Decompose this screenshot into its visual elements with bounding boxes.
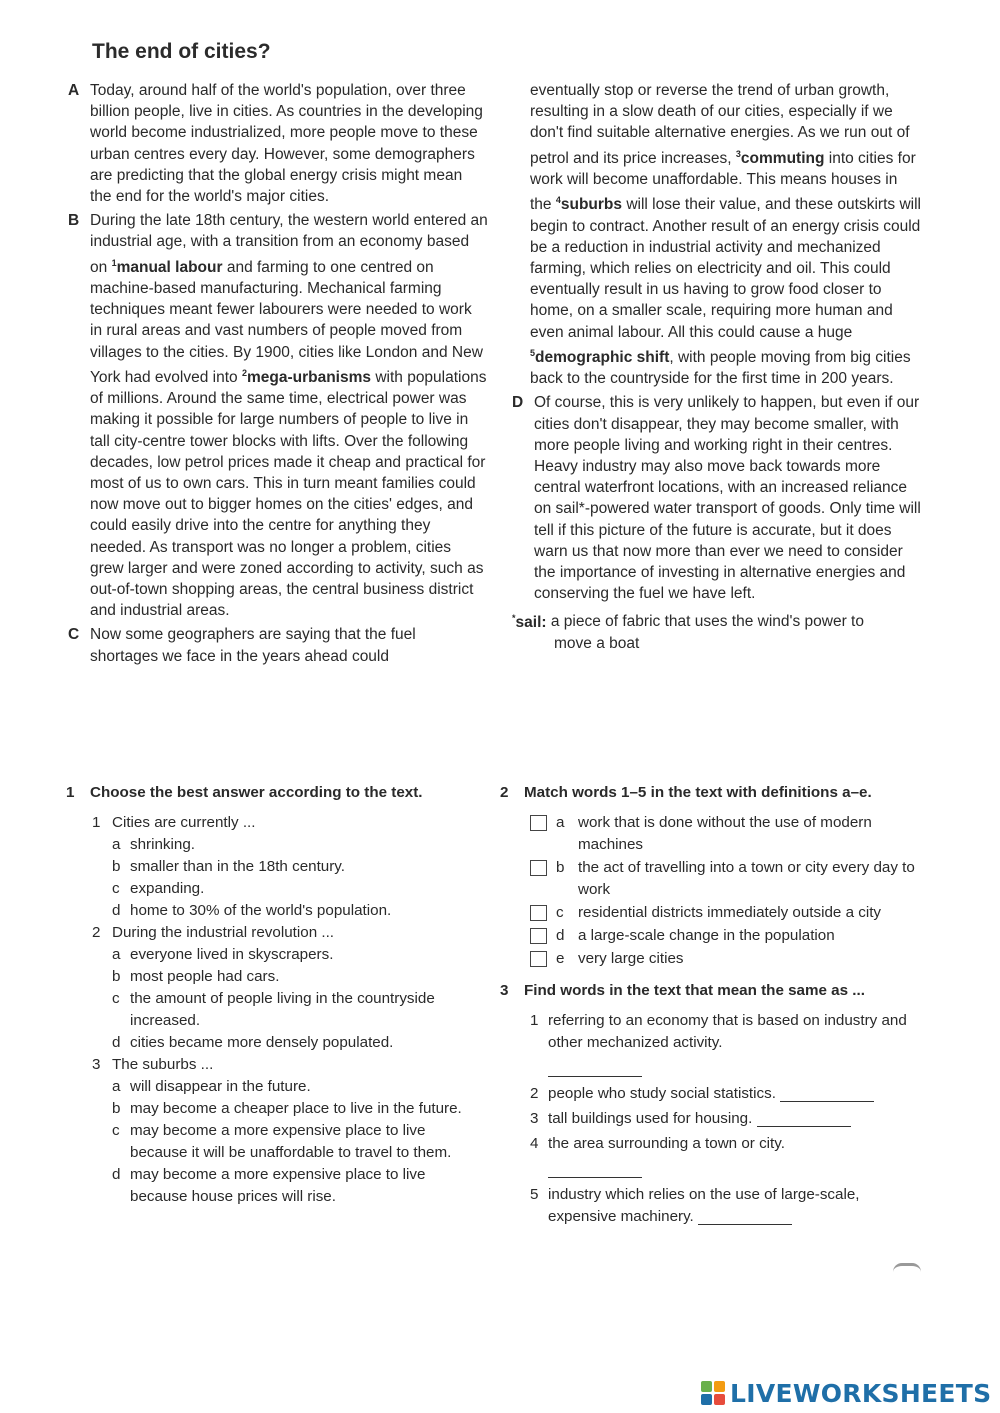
paragraph-a xyxy=(68,80,488,207)
key-term-4 xyxy=(556,196,622,213)
option-letter: c xyxy=(112,990,120,1007)
option-letter: d xyxy=(112,1034,121,1051)
key-term-5 xyxy=(530,349,669,366)
item-number: 4 xyxy=(530,1135,539,1152)
key-term-3 xyxy=(736,150,825,167)
item-number: 1 xyxy=(530,1012,539,1029)
item-text: people who study social statistics. xyxy=(548,1085,776,1102)
option-letter: a xyxy=(112,1078,121,1095)
answer-option[interactable] xyxy=(66,878,486,900)
definition-text: the act of travelling into a town or city every day to work xyxy=(578,859,915,898)
paragraph-text: Now some geographers are saying that the fuel shortages we face in the years ahead could xyxy=(90,626,416,665)
find-word-item xyxy=(500,1108,920,1130)
answer-option[interactable] xyxy=(66,1076,486,1098)
term-number: 5 xyxy=(530,347,536,358)
find-words-list xyxy=(500,1010,920,1228)
answer-option[interactable] xyxy=(66,966,486,988)
paragraph-text: Today, around half of the world's population, over three billion people, live in cities. As countries in the developing world become industrialized, more people move to these urban centres every day. However, some demographers are predicting that the global energy crisis might mean the end for the world's major cities. xyxy=(90,82,483,206)
answer-blank[interactable] xyxy=(548,1062,642,1077)
paragraph-text: Of course, this is very unlikely to happen, but even if our cities don't disappear, they may become smaller, with more people living and working right in their centres. Heavy industry may also move back towards more central waterfront locations, with an increased reliance on sail*-powered water transport of goods. Only time will tell if this picture of the future is accurate, but it does warn us that now more than ever we need to consider the importance of investing in alternative energies and conserving the fuel we have left. xyxy=(534,394,921,603)
paragraph-c-continued xyxy=(512,80,922,389)
key-term-1 xyxy=(112,259,223,276)
definition-letter: a xyxy=(556,814,565,831)
paragraph-letter: C xyxy=(68,626,80,644)
exercise-heading xyxy=(66,782,486,804)
item-text: the area surrounding a town or city. xyxy=(548,1135,785,1152)
option-letter: a xyxy=(112,836,121,853)
term-text: commuting xyxy=(740,149,825,167)
answer-blank[interactable] xyxy=(780,1087,874,1102)
logo-text: LIVEWORKSHEETS xyxy=(730,1378,992,1408)
answer-option[interactable] xyxy=(66,834,486,856)
term-text: mega-urbanisms xyxy=(246,368,372,386)
text-run: with populations of millions. Around the same time, electrical power was making it possible for large numbers of people to live in tall city-centre tower blocks with lifts. Over the following decades, low petrol prices made it cheap and practical for most of us to own cars. This in turn meant families could now move out to bigger homes on the cities' edges, and could easily drive into the centre for anything they needed. As transport was no longer a problem, cities grew larger and were zoned according to activity, such as out-of-town shopping areas, the central business district and industrial areas. xyxy=(90,368,487,620)
question xyxy=(66,922,486,944)
reading-column-right xyxy=(512,80,922,654)
option-letter: b xyxy=(112,1100,121,1117)
answer-box[interactable] xyxy=(530,951,547,967)
find-word-item xyxy=(500,1184,920,1228)
definition-text: residential districts immediately outside a city xyxy=(578,904,882,921)
option-text: most people had cars. xyxy=(130,968,280,985)
answer-box[interactable] xyxy=(530,860,547,876)
answer-option[interactable] xyxy=(66,1120,486,1164)
match-item xyxy=(500,857,920,901)
term-text: suburbs xyxy=(560,196,623,214)
liveworksheets-logo[interactable] xyxy=(700,1378,991,1408)
paragraph-text xyxy=(90,210,488,621)
paragraph-d xyxy=(512,392,922,604)
option-letter: c xyxy=(112,1122,120,1139)
answer-box[interactable] xyxy=(530,905,547,921)
definition-letter: b xyxy=(556,859,565,876)
exercise-heading xyxy=(500,980,920,1002)
glossary-definition: a piece of fabric that uses the wind's power to xyxy=(550,613,864,631)
find-word-item xyxy=(500,1083,920,1105)
match-item xyxy=(500,925,920,947)
glossary-star: * xyxy=(512,612,516,623)
item-number: 5 xyxy=(530,1186,539,1203)
option-text: cities became more densely populated. xyxy=(130,1034,394,1051)
answer-option[interactable] xyxy=(66,1032,486,1054)
option-text: expanding. xyxy=(130,880,205,897)
item-number: 2 xyxy=(530,1085,539,1102)
paragraph-c xyxy=(68,624,488,666)
option-letter: a xyxy=(112,946,121,963)
term-number: 1 xyxy=(111,257,117,268)
answer-option[interactable] xyxy=(66,856,486,878)
option-letter: b xyxy=(112,858,121,875)
page-curl-decoration xyxy=(893,1263,921,1272)
key-term-2 xyxy=(242,369,371,386)
answer-blank[interactable] xyxy=(548,1163,642,1178)
definition-text: a large-scale change in the population xyxy=(578,927,835,944)
text-run: will lose their value, and these outskirts will begin to contract. Another result of an energy crisis could be a reduction in industrial activity and mechanized farming, which relies on electricity and oil. This could eventually result in us having to grow food closer to home, on a smaller scale, requiring more human and even animal labour. All this could cause a huge xyxy=(530,196,921,341)
answer-option[interactable] xyxy=(66,900,486,922)
question-number: 1 xyxy=(92,814,101,831)
logo-icon xyxy=(700,1380,726,1406)
option-text: may become a more expensive place to live because house prices will rise. xyxy=(130,1166,426,1205)
glossary-term xyxy=(512,614,547,631)
option-text: smaller than in the 18th century. xyxy=(130,858,345,875)
term-text: demographic shift xyxy=(535,348,670,366)
page-title: The end of cities? xyxy=(92,40,271,63)
find-word-item xyxy=(500,1010,920,1080)
question-stem: The suburbs ... xyxy=(112,1056,214,1073)
item-text: industry which relies on the use of large-scale, expensive machinery. xyxy=(548,1186,860,1225)
definition-letter: d xyxy=(556,927,565,944)
option-text: the amount of people living in the countryside increased. xyxy=(130,990,435,1029)
term-text: manual labour xyxy=(116,258,223,276)
option-text: may become a cheaper place to live in the future. xyxy=(130,1100,462,1117)
answer-box[interactable] xyxy=(530,815,547,831)
paragraph-letter: A xyxy=(68,82,80,99)
option-letter: d xyxy=(112,1166,121,1183)
option-letter: d xyxy=(112,902,121,919)
glossary-note xyxy=(512,607,922,654)
answer-box[interactable] xyxy=(530,928,547,944)
exercise-number: 2 xyxy=(500,784,509,801)
question xyxy=(66,812,486,834)
match-list xyxy=(500,812,920,970)
definition-text: work that is done without the use of modern machines xyxy=(578,814,872,853)
answer-option[interactable] xyxy=(66,988,486,1032)
answer-blank[interactable] xyxy=(698,1210,792,1225)
answer-line xyxy=(548,1058,920,1080)
question-stem: Cities are currently ... xyxy=(112,814,256,831)
answer-blank[interactable] xyxy=(757,1112,851,1127)
text-run: and farming to one centred on machine-based manufacturing. Mechanical farming techniques meant fewer labourers were needed to work in rural areas and vast numbers of people moved from villages to the cities. By 1900, cities like London and New York had evolved into xyxy=(90,258,483,386)
definition-letter: c xyxy=(556,904,564,921)
paragraph-b xyxy=(68,210,488,621)
question-list xyxy=(66,812,486,1208)
question-number: 2 xyxy=(92,924,101,941)
answer-option[interactable] xyxy=(66,1164,486,1208)
question-stem: During the industrial revolution ... xyxy=(112,924,335,941)
question-number: 3 xyxy=(92,1056,101,1073)
match-item xyxy=(500,948,920,970)
find-word-item xyxy=(500,1133,920,1181)
option-text: everyone lived in skyscrapers. xyxy=(130,946,334,963)
definition-letter: e xyxy=(556,950,565,967)
paragraph-text xyxy=(530,80,922,389)
text-run: eventually stop or reverse the trend of urban growth, resulting in a slow death of our cities, especially if we don't find suitable alternative energies. As we run out of petrol and its price increases, xyxy=(530,82,910,167)
item-text: referring to an economy that is based on industry and other mechanized activity. xyxy=(548,1012,907,1051)
option-letter: b xyxy=(112,968,121,985)
glossary-definition-cont: move a boat xyxy=(554,634,640,652)
exercise-2-3-column xyxy=(500,782,920,1231)
reading-column-left xyxy=(68,80,488,670)
term-number: 3 xyxy=(735,148,741,159)
option-text: may become a more expensive place to live because it will be unaffordable to travel to them. xyxy=(130,1122,452,1161)
text-run: During the late 18th century, the western world entered an industrial age, with a transition from an economy based on xyxy=(90,212,488,276)
paragraph-letter: D xyxy=(512,394,524,412)
answer-line xyxy=(548,1159,920,1181)
definition-text: very large cities xyxy=(578,950,684,967)
term-number: 4 xyxy=(555,195,561,206)
item-number: 3 xyxy=(530,1110,539,1127)
answer-option[interactable] xyxy=(66,1098,486,1120)
option-text: will disappear in the future. xyxy=(130,1078,311,1095)
term-number: 2 xyxy=(241,367,247,378)
option-letter: c xyxy=(112,880,120,897)
match-item xyxy=(500,902,920,924)
match-item xyxy=(500,812,920,856)
exercise-heading-text: Match words 1–5 in the text with definitions a–e. xyxy=(524,784,872,801)
glossary-term-text: sail: xyxy=(515,613,547,631)
question xyxy=(66,1054,486,1076)
paragraph-letter: B xyxy=(68,212,80,230)
exercise-number: 3 xyxy=(500,982,509,999)
text-run: into cities for work will become unaffordable. This means houses in the xyxy=(530,149,916,214)
exercise-number: 1 xyxy=(66,784,75,801)
exercise-1 xyxy=(66,782,486,1208)
option-text: shrinking. xyxy=(130,836,195,853)
exercise-heading xyxy=(500,782,920,804)
item-text: tall buildings used for housing. xyxy=(548,1110,753,1127)
answer-option[interactable] xyxy=(66,944,486,966)
option-text: home to 30% of the world's population. xyxy=(130,902,392,919)
exercise-heading-text: Choose the best answer according to the text. xyxy=(90,784,423,801)
text-run: , with people moving from big cities back to the countryside for the first time in 200 years. xyxy=(530,348,911,388)
exercise-heading-text: Find words in the text that mean the same as ... xyxy=(524,982,865,999)
